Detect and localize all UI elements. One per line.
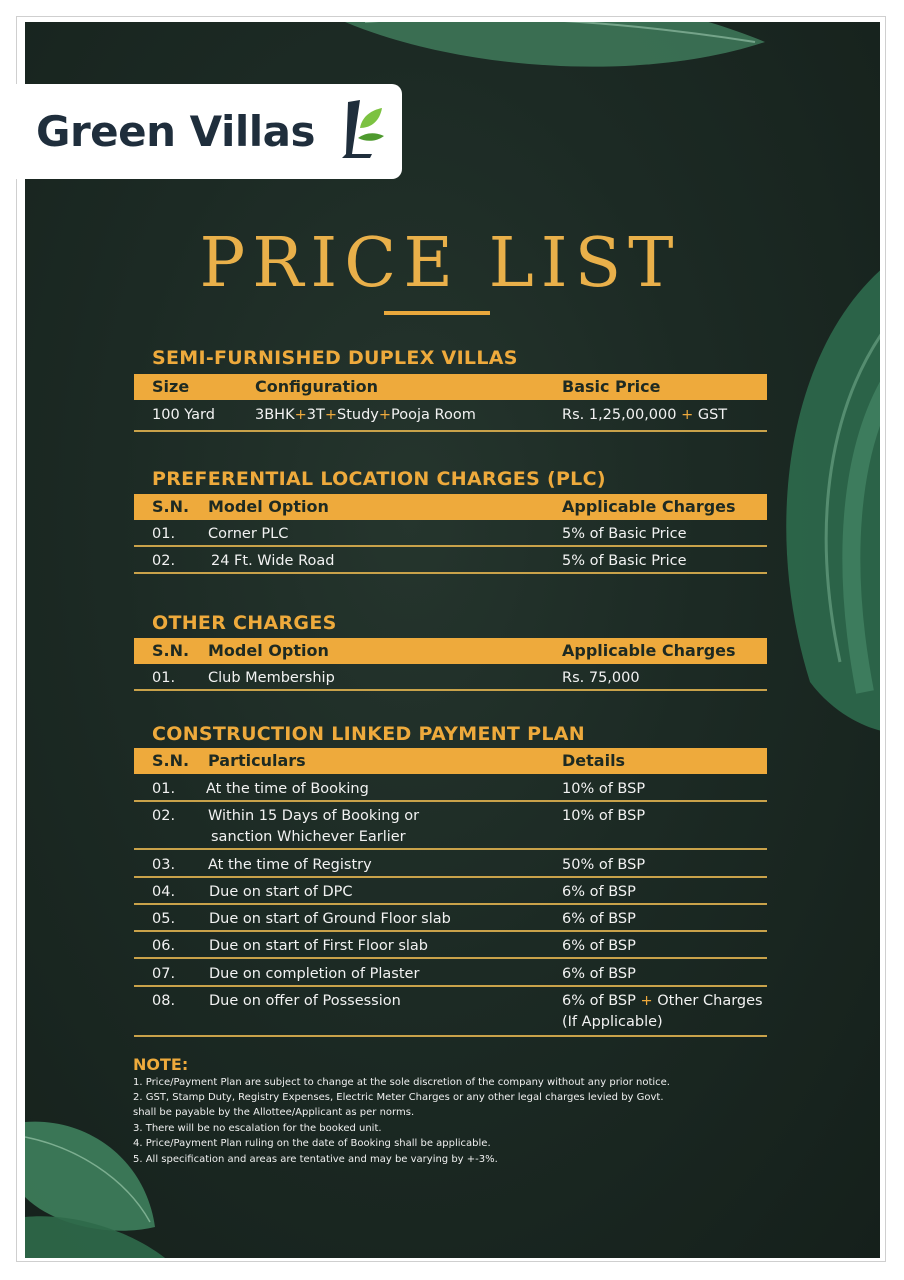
leaf-logo-icon bbox=[338, 98, 388, 160]
row-particular: Due on completion of Plaster bbox=[209, 966, 420, 982]
row-option: 24 Ft. Wide Road bbox=[211, 553, 335, 569]
header-configuration: Configuration bbox=[255, 377, 379, 396]
header-applicable-charges: Applicable Charges bbox=[562, 641, 736, 660]
row-detail: 6% of BSP bbox=[562, 938, 636, 954]
row-sn: 01. bbox=[152, 670, 176, 686]
note-heading: NOTE: bbox=[133, 1055, 189, 1074]
row-detail: 6% of BSP bbox=[562, 884, 636, 900]
title-underline bbox=[384, 311, 490, 315]
villa-configuration: 3BHK+3T+Study+Pooja Room bbox=[255, 407, 476, 423]
row-sn: 03. bbox=[152, 857, 176, 873]
row-divider bbox=[134, 689, 767, 691]
villas-section-heading: SEMI-FURNISHED DUPLEX VILLAS bbox=[152, 347, 518, 369]
header-model-option: Model Option bbox=[208, 497, 329, 516]
note-line: shall be payable by the Allottee/Applicant as per norms. bbox=[133, 1107, 415, 1118]
row-divider bbox=[134, 800, 767, 802]
row-charge: 5% of Basic Price bbox=[562, 553, 687, 569]
other-charges-heading: OTHER CHARGES bbox=[152, 612, 337, 634]
row-detail: 50% of BSP bbox=[562, 857, 646, 873]
row-divider bbox=[134, 876, 767, 878]
logo-text: Green Villas bbox=[36, 107, 315, 156]
row-detail-line2: (If Applicable) bbox=[562, 1014, 663, 1030]
row-divider bbox=[134, 957, 767, 959]
row-particular: Due on start of First Floor slab bbox=[209, 938, 429, 954]
plan-table-header bbox=[134, 748, 767, 774]
note-line: 4. Price/Payment Plan ruling on the date of Booking shall be applicable. bbox=[133, 1138, 491, 1149]
plc-table-header bbox=[134, 494, 767, 520]
header-details: Details bbox=[562, 751, 626, 770]
leaf-decoration-top bbox=[345, 22, 765, 92]
header-sn: S.N. bbox=[152, 497, 190, 516]
header-applicable-charges: Applicable Charges bbox=[562, 497, 736, 516]
row-sn: 07. bbox=[152, 966, 176, 982]
header-model-option: Model Option bbox=[208, 641, 329, 660]
row-detail: 10% of BSP bbox=[562, 781, 646, 797]
row-divider bbox=[134, 545, 767, 547]
row-detail: 6% of BSP bbox=[562, 966, 636, 982]
note-line: 1. Price/Payment Plan are subject to change at the sole discretion of the company without any prior notice. bbox=[133, 1077, 670, 1088]
row-particular-line2: sanction Whichever Earlier bbox=[211, 829, 406, 845]
row-sn: 02. bbox=[152, 553, 176, 569]
row-sn: 05. bbox=[152, 911, 176, 927]
row-detail: 6% of BSP bbox=[562, 911, 636, 927]
other-table-header bbox=[134, 638, 767, 664]
note-line: 2. GST, Stamp Duty, Registry Expenses, Electric Meter Charges or any other legal charges levied by Govt. bbox=[133, 1092, 664, 1103]
villas-table-header bbox=[134, 374, 767, 400]
row-divider bbox=[134, 930, 767, 932]
header-particulars: Particulars bbox=[208, 751, 306, 770]
header-sn: S.N. bbox=[152, 641, 190, 660]
row-sn: 02. bbox=[152, 808, 176, 824]
row-divider bbox=[134, 903, 767, 905]
header-sn: S.N. bbox=[152, 751, 190, 770]
row-sn: 04. bbox=[152, 884, 176, 900]
row-option: Corner PLC bbox=[208, 526, 289, 542]
row-particular: Due on start of DPC bbox=[209, 884, 353, 900]
header-basic-price: Basic Price bbox=[562, 377, 661, 396]
row-particular: At the time of Booking bbox=[206, 781, 369, 797]
row-sn: 01. bbox=[152, 526, 176, 542]
plc-section-heading: PREFERENTIAL LOCATION CHARGES (PLC) bbox=[152, 468, 606, 490]
row-divider bbox=[134, 1035, 767, 1037]
row-divider bbox=[134, 848, 767, 850]
row-charge: 5% of Basic Price bbox=[562, 526, 687, 542]
row-particular: Due on offer of Possession bbox=[209, 993, 401, 1009]
page-title: PRICE LIST bbox=[199, 224, 681, 303]
row-particular: Within 15 Days of Booking or bbox=[208, 808, 420, 824]
row-detail: 6% of BSP + Other Charges bbox=[562, 993, 763, 1009]
villa-basic-price: Rs. 1,25,00,000 + GST bbox=[562, 407, 728, 423]
leaf-decoration-right bbox=[770, 262, 880, 732]
row-sn: 08. bbox=[152, 993, 176, 1009]
note-line: 5. All specification and areas are tentative and may be varying by +-3%. bbox=[133, 1154, 498, 1165]
row-divider bbox=[134, 985, 767, 987]
row-detail: 10% of BSP bbox=[562, 808, 646, 824]
row-option: Club Membership bbox=[208, 670, 335, 686]
row-sn: 01. bbox=[152, 781, 176, 797]
payment-plan-heading: CONSTRUCTION LINKED PAYMENT PLAN bbox=[152, 723, 585, 745]
villa-size: 100 Yard bbox=[152, 407, 215, 423]
row-divider bbox=[134, 572, 767, 574]
row-particular: Due on start of Ground Floor slab bbox=[209, 911, 451, 927]
row-particular: At the time of Registry bbox=[208, 857, 372, 873]
note-line: 3. There will be no escalation for the booked unit. bbox=[133, 1123, 382, 1134]
row-charge: Rs. 75,000 bbox=[562, 670, 640, 686]
header-size: Size bbox=[152, 377, 190, 396]
row-divider bbox=[134, 430, 767, 432]
row-sn: 06. bbox=[152, 938, 176, 954]
